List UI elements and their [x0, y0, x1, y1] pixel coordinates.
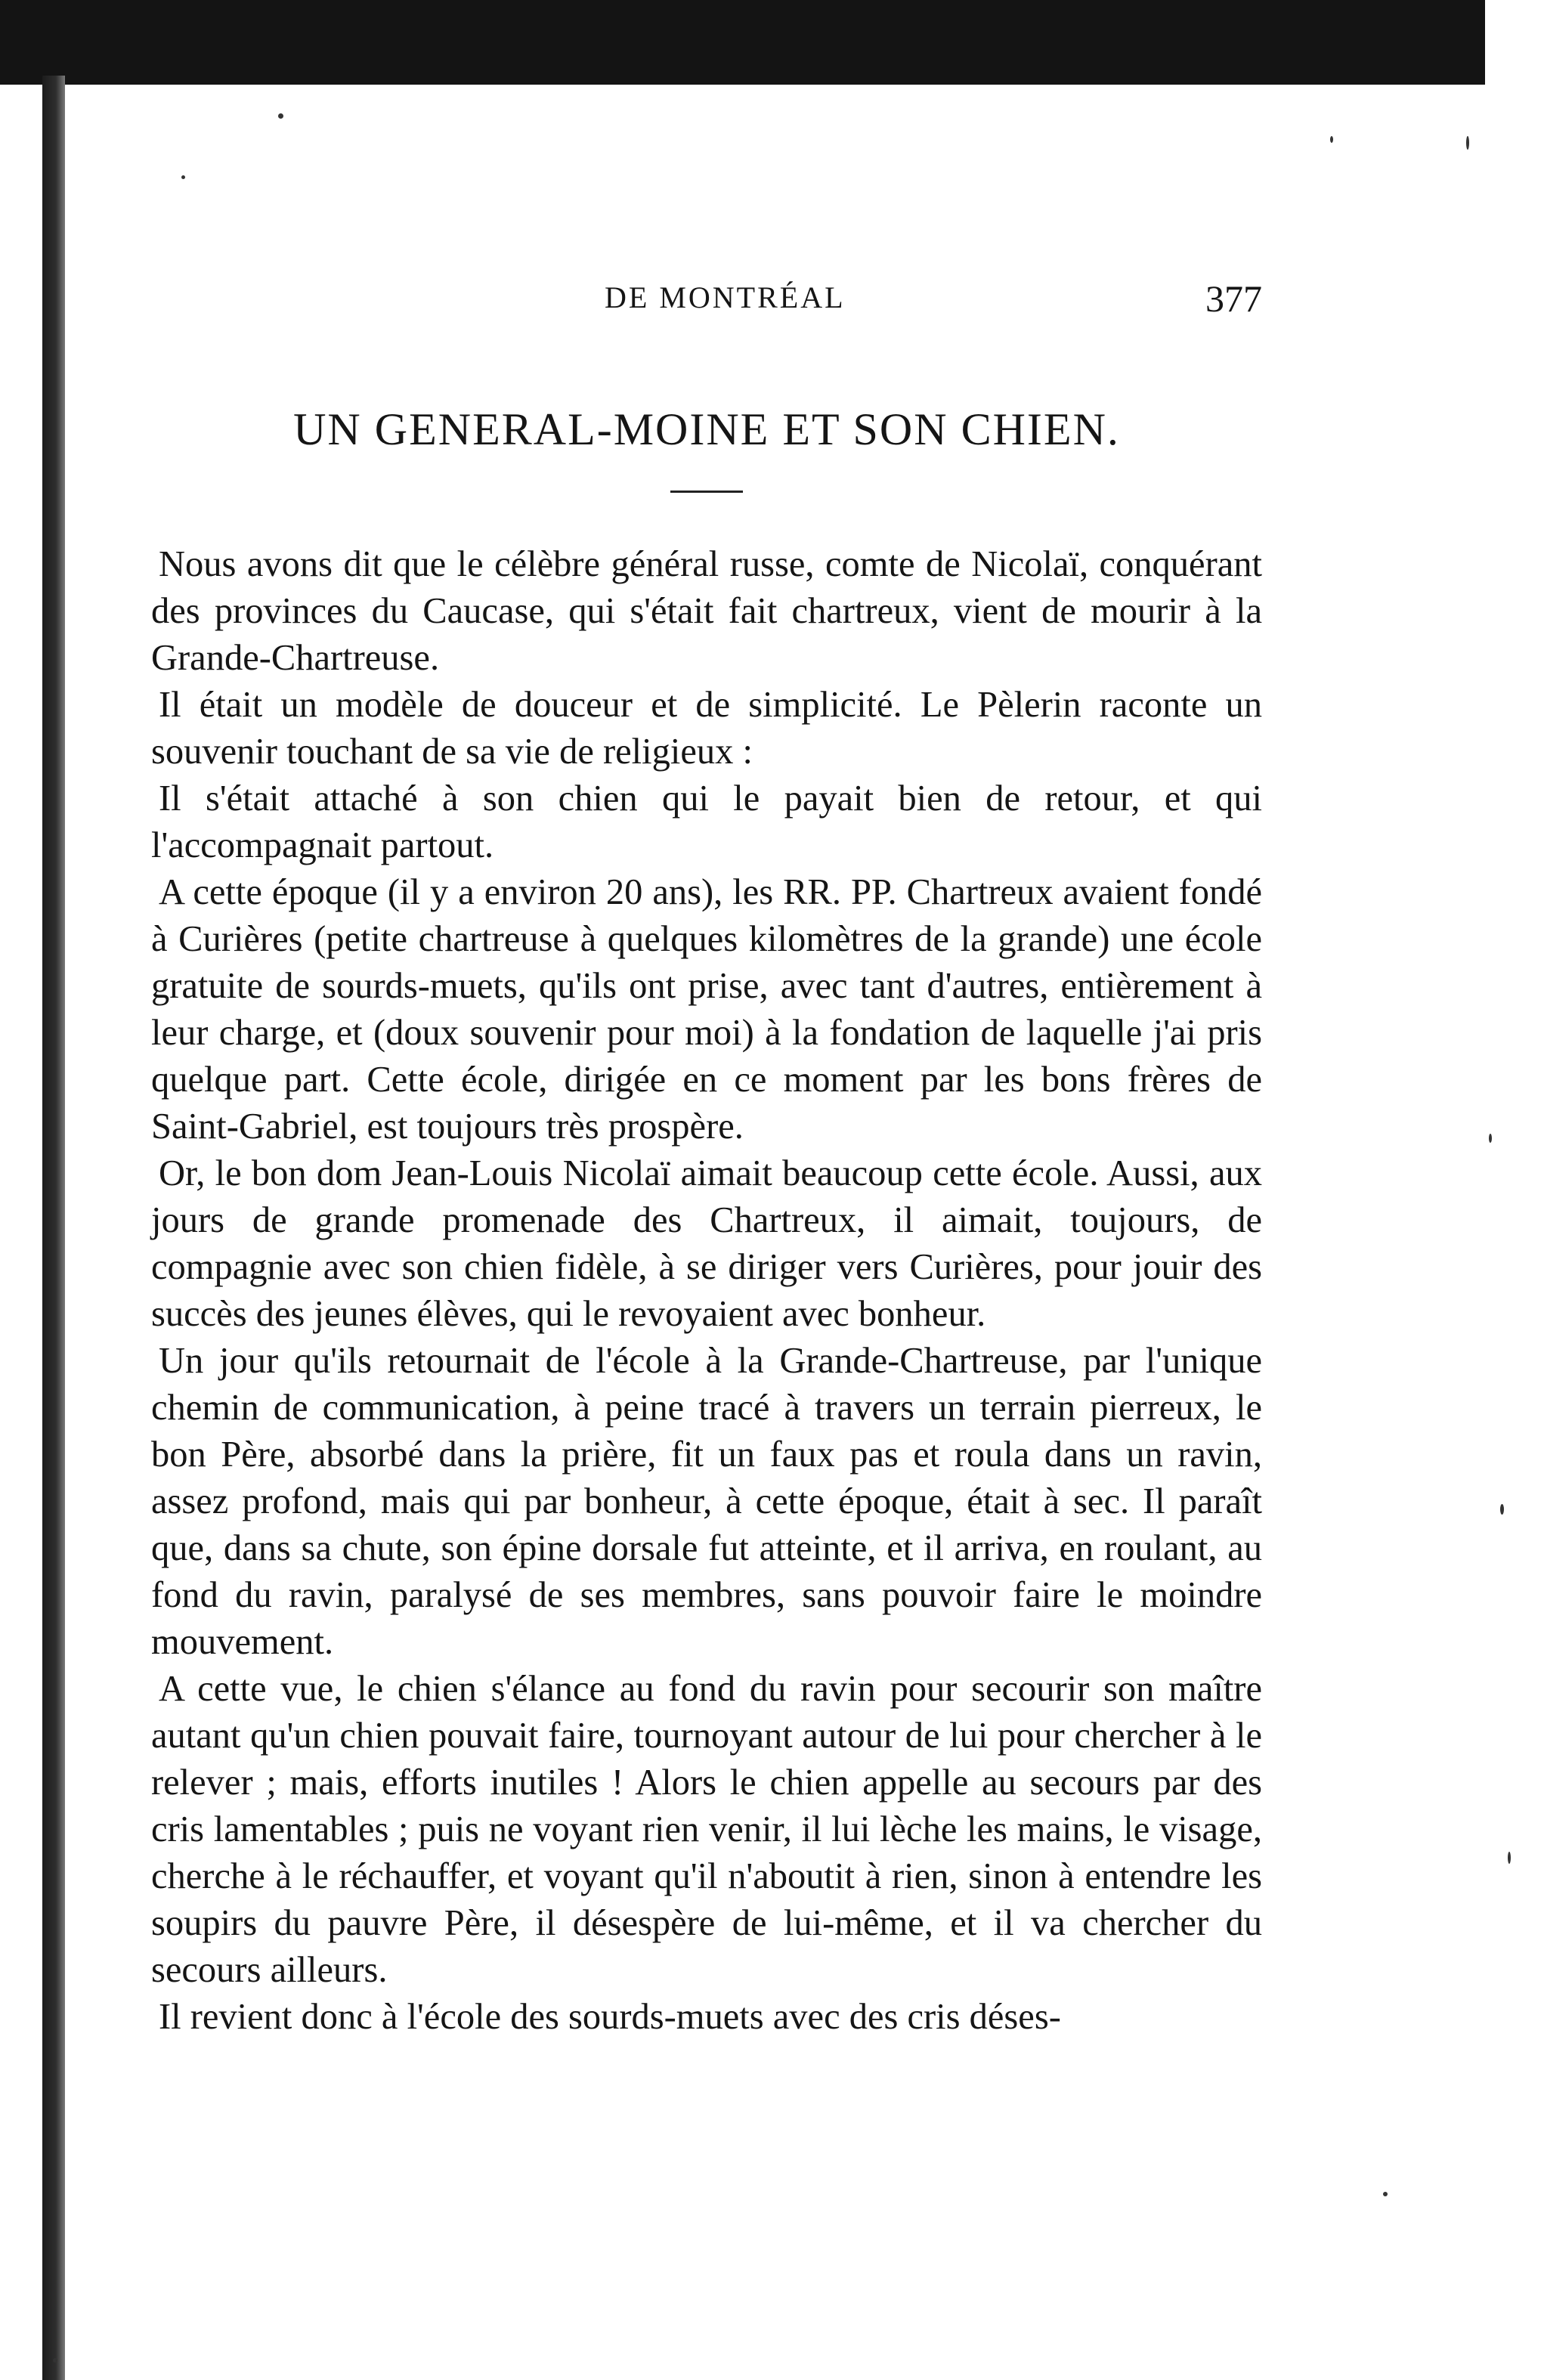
book-page — [151, 277, 1262, 2041]
chapter-title: UN GENERAL-MOINE ET SON CHIEN. — [293, 404, 1120, 454]
body-text — [151, 541, 1262, 2041]
title-rule — [670, 491, 743, 493]
running-head — [151, 277, 1262, 333]
paragraph-5: Or, le bon dom Jean-Louis Nicolaï aimait beaucoup cette école. Aussi, aux jours de grande promenade des Chartreux, il aimait, toujours, de compagnie avec son chien fidèle, à se diriger vers Curières, pour jouir des succès des jeunes élèves, qui le revoyaient avec bonheur. — [151, 1153, 1262, 1334]
paragraph-3: Il s'était attaché à son chien qui le payait bien de retour, et qui l'accompagnait partout. — [151, 778, 1262, 865]
paragraph-1: Nous avons dit que le célèbre général russe, comte de Nicolaï, conquérant des provinces du Caucase, qui s'était fait chartreux, vient de mourir à la Grande-Chartreuse. — [151, 544, 1262, 678]
paragraph-6: Un jour qu'ils retournait de l'école à la Grande-Chartreuse, par l'unique chemin de communication, à peine tracé à travers un terrain pierreux, le bon Père, absorbé dans la prière, fit un faux pas et roula dans un ravin, assez profond, mais qui par bonheur, à cette époque, était à sec. Il paraît que, dans sa chute, son épine dorsale fut atteinte, et il arriva, en roulant, au fond du ravin, paralysé de ses membres, sans pouvoir faire le moindre mouvement. — [151, 1341, 1262, 1662]
scan-binding-edge — [42, 76, 65, 2380]
running-title: DE MONTRÉAL — [605, 280, 846, 314]
paragraph-4: A cette époque (il y a environ 20 ans), les RR. PP. Chartreux avaient fondé à Curières (petite chartreuse à quelques kilomètres de la grande) une école gratuite de sourds-muets, qu'ils ont prise, avec tant d'autres, entièrement à leur charge, et (doux souvenir pour moi) à la fondation de laquelle j'ai pris quelque part. Cette école, dirigée en ce moment par les bons frères de Saint-Gabriel, est toujours très prospère. — [151, 872, 1262, 1147]
paragraph-2: Il était un modèle de douceur et de simplicité. Le Pèlerin raconte un souvenir touchant de sa vie de religieux : — [151, 685, 1262, 772]
paragraph-8: Il revient donc à l'école des sourds-muets avec des cris déses- — [159, 1997, 1061, 2037]
scan-top-band — [0, 0, 1485, 85]
page-number: 377 — [1205, 277, 1262, 320]
paragraph-7: A cette vue, le chien s'élance au fond du ravin pour secourir son maître autant qu'un chien pouvait faire, tournoyant autour de lui pour chercher à le relever ; mais, efforts inutiles ! Alors le chien appelle au secours par des cris lamentables ; puis ne voyant rien venir, il lui lèche les mains, le visage, cherche à le réchauffer, et voyant qu'il n'aboutit à rien, sinon à entendre les soupirs du pauvre Père, il désespère de lui-même, et il va chercher du secours ailleurs. — [151, 1669, 1262, 1990]
